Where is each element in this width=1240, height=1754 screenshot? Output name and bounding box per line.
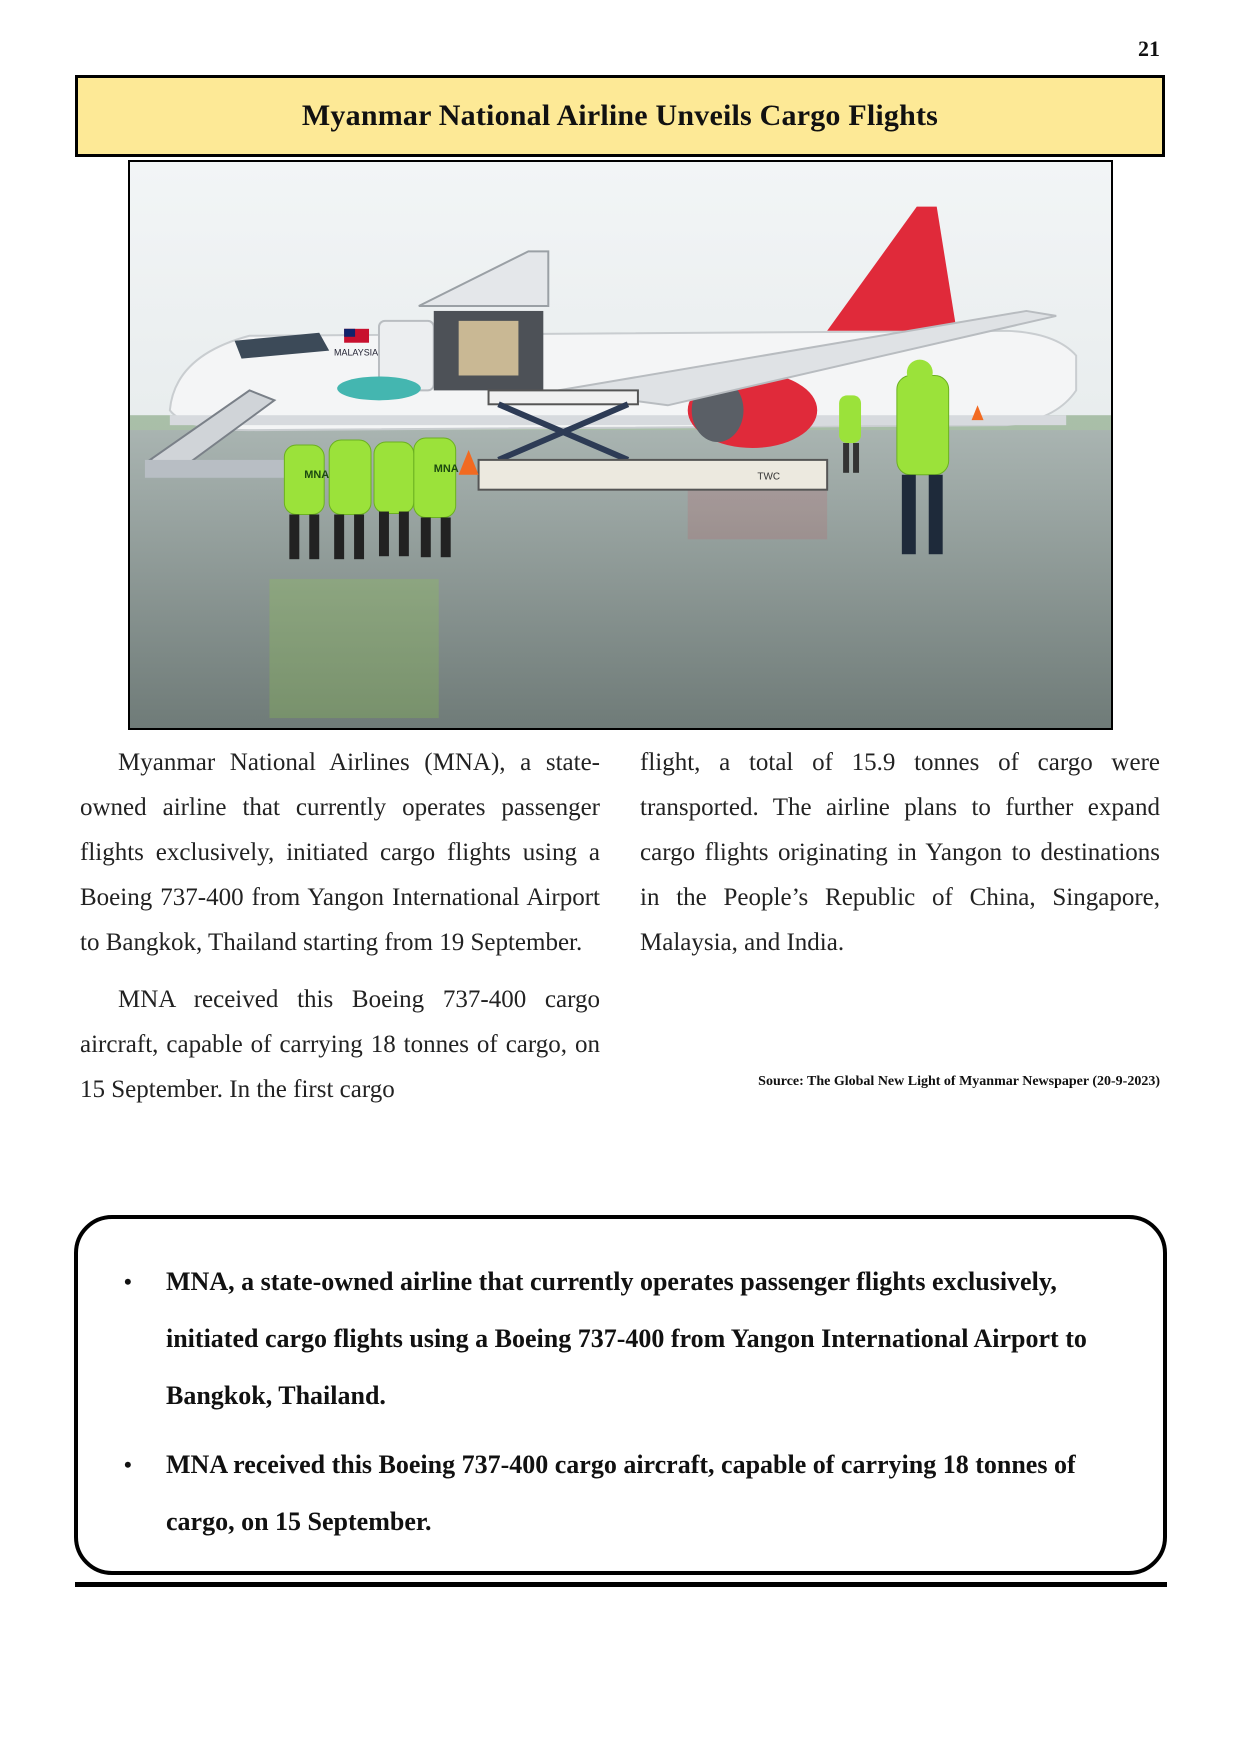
vest-marking: MNA	[304, 468, 330, 481]
source-citation: Source: The Global New Light of Myanmar Newspaper (20-9-2023)	[758, 1074, 1160, 1089]
article-title: Myanmar National Airline Unveils Cargo Flights	[301, 99, 939, 132]
raincoat-reflection	[269, 579, 438, 718]
article-paragraph-2-end: flight, a total of 15.9 tonnes of cargo were transported. The airline plans to further expand cargo flights originating in Yangon to destinations in the People’s Republic of China, Singapore, Malaysia, and India.	[640, 749, 1160, 956]
bullet-icon: •	[124, 1452, 132, 1477]
umbrella	[337, 376, 421, 400]
key-point	[108, 1253, 1137, 1424]
key-point-text: MNA received this Boeing 737-400 cargo aircraft, capable of carrying 18 tonnes of cargo, on 15 September.	[166, 1450, 1076, 1536]
key-points-box	[74, 1215, 1167, 1575]
key-point	[108, 1436, 1137, 1550]
article-column-left	[80, 740, 600, 1124]
page-number: 21	[1138, 36, 1160, 61]
key-point-text: MNA, a state-owned airline that currently operates passenger flights exclusively, initiated cargo flights using a Boeing 737-400 from Yangon International Airport to Bangkok, Thailand.	[166, 1267, 1087, 1410]
bottom-divider	[75, 1582, 1167, 1587]
article-paragraph-2-start: MNA received this Boeing 737-400 cargo aircraft, capable of carrying 18 tonnes of cargo, on 15 September. In the first cargo	[80, 986, 600, 1103]
article-photo	[128, 160, 1113, 730]
loader-marking: TWC	[757, 471, 781, 483]
bullet-icon: •	[124, 1269, 132, 1294]
article-title-banner	[75, 75, 1165, 157]
cargo-loading-illustration	[130, 162, 1111, 728]
flag-caption: MALAYSIA	[334, 347, 379, 358]
article-column-right	[640, 740, 1160, 977]
vest-marking-2: MNA	[433, 462, 459, 475]
article-paragraph-1: Myanmar National Airlines (MNA), a state-owned airline that currently operates passenger flights exclusively, initiated cargo flights using a Boeing 737-400 from Yangon International Airport to Bangkok, Thailand starting from 19 September.	[80, 749, 600, 956]
key-points-list	[108, 1253, 1137, 1550]
cargo-pallet	[459, 321, 519, 376]
